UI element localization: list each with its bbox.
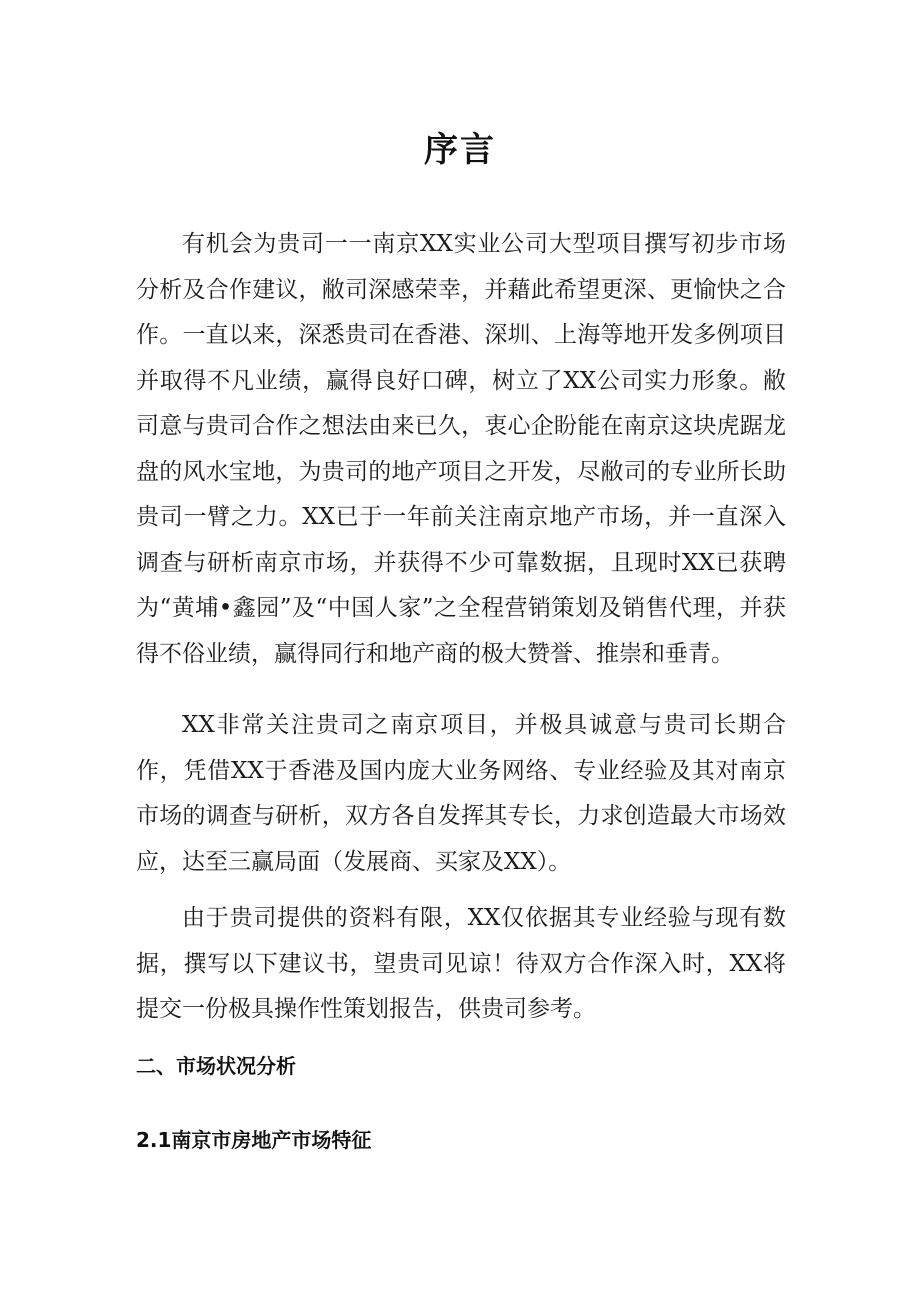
paragraph-cooperation: XX非常关注贵司之南京项目，并极具诚意与贵司长期合作，凭借XX于香港及国内庞大业务网络、专业经验及其对南京市场的调查与研析，双方各自发挥其专长，力求创造最大市场效应，达至三赢局面（发展商、买家及XX）。 (136, 712, 786, 875)
page-title: 序言 (424, 130, 496, 170)
paragraph-intro: 有机会为贵司一一南京XX实业公司大型项目撰写初步市场分析及合作建议，敝司深感荣幸，并藉此希望更深、更愉快之合作。一直以来，深悉贵司在香港、深圳、上海等地开发多例项目并取得不凡业绩，赢得良好口碑，树立了XX公司实力形象。敝司意与贵司合作之想法由来已久，衷心企盼能在南京这块虎踞龙盘的风水宝地，为贵司的地产项目之开发，尽敝司的专业所长助贵司一臂之力。XX已于一年前关注南京地产市场，并一直深入调查与研析南京市场，并获得不少可靠数据，且现时XX已获聘为“黄埔•鑫园”及“中国人家”之全程营销策划及销售代理，并获得不俗业绩，赢得同行和地产商的极大赞誉、推崇和垂青。 (136, 231, 786, 667)
subsection-heading: 2.1南京市房地产市场特征 (136, 1128, 372, 1152)
section-heading: 二、市场状况分析 (136, 1054, 296, 1078)
paragraph-proposal: 由于贵司提供的资料有限，XX仅依据其专业经验与现有数据，撰写以下建议书，望贵司见谅！待双方合作深入时，XX将提交一份极具操作性策划报告，供贵司参考。 (136, 905, 786, 1022)
